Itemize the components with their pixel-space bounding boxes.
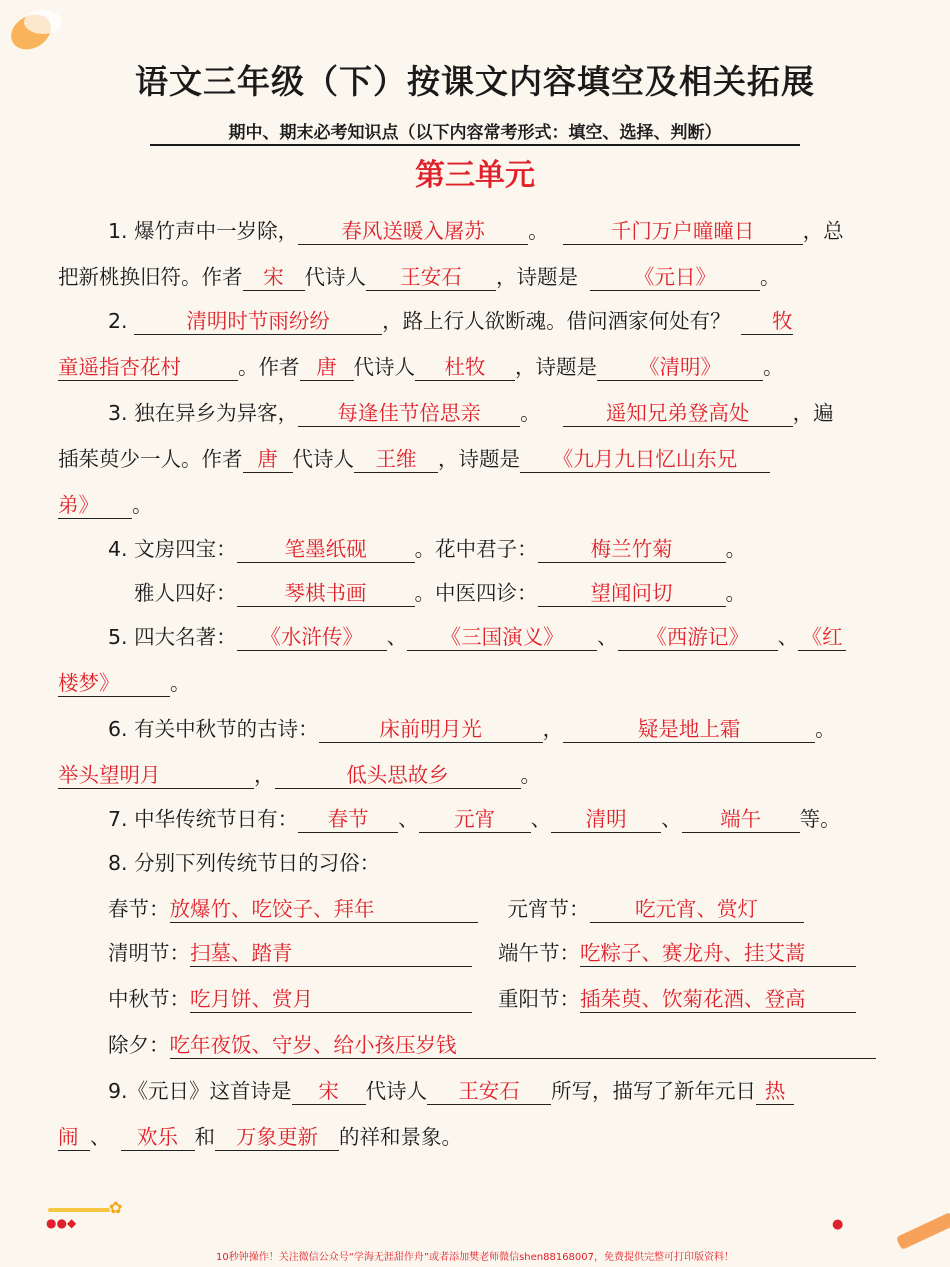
q5-separator: 、 <box>777 625 799 649</box>
q2-answer-4: 杜牧 <box>415 354 515 381</box>
q3-line-3 <box>58 490 898 520</box>
q7-answer-4: 端午 <box>682 806 800 833</box>
q1-answer-2: 千门万户曈曈日 <box>563 218 803 245</box>
q8-label: 元宵节： <box>507 897 590 921</box>
q8-answer-4: 吃粽子、赛龙舟、挂艾蒿 <box>580 940 856 967</box>
q7-answer-2: 元宵 <box>419 806 531 833</box>
q3-text: ，遍 <box>792 401 834 425</box>
q8-answer-1: 放爆竹、吃饺子、拜年 <box>170 896 478 923</box>
q6-line-2 <box>58 760 898 790</box>
q9-text: 所写，描写了新年元日 <box>551 1079 757 1103</box>
q1-line-1 <box>108 216 898 246</box>
q2-answer-1: 清明时节雨纷纷 <box>134 308 382 335</box>
q5-answer-4a: 《红 <box>798 624 846 651</box>
q8-text: 8. 分别下列传统节日的习俗： <box>108 851 381 875</box>
q8-answer-5: 吃月饼、赏月 <box>190 986 472 1013</box>
q2-text: ，诗题是 <box>515 355 597 379</box>
q9-answer-3b: 闹 <box>58 1124 90 1151</box>
page-title: 语文三年级（下）按课文内容填空及相关拓展 <box>135 62 815 101</box>
q9-text: 9.《元日》这首诗是 <box>108 1079 292 1103</box>
q5-text: 。 <box>170 671 191 695</box>
q9-text: 和 <box>194 1125 215 1149</box>
q1-answer-5: 《元日》 <box>590 264 760 291</box>
q2-answer-2b: 童遥指杏花村 <box>58 354 238 381</box>
q1-text: ，总 <box>802 219 844 243</box>
q3-answer-5a: 《九月九日忆山东兄 <box>520 446 770 473</box>
q8-label: 清明节： <box>108 941 190 965</box>
fruit-icon: ●●◆ <box>46 1216 77 1230</box>
q2-text: 2. <box>108 309 135 333</box>
q7-answer-1: 春节 <box>298 806 398 833</box>
q9-answer-5: 万象更新 <box>215 1124 339 1151</box>
q8-label: 春节： <box>108 897 170 921</box>
footer-note: 10秒钟操作！关注微信公众号“学海无涯甜作舟”或者添加樊老师微信shen88168007，免费提供完整可打印版资料！ <box>215 1252 735 1263</box>
q6-text: ， <box>254 763 275 787</box>
q1-text: 1. 爆竹声中一岁除， <box>108 219 299 243</box>
q6-text: 6. 有关中秋节的古诗： <box>108 717 319 741</box>
q5-answer-4b: 楼梦》 <box>58 670 170 697</box>
q4-text: 4. 文房四宝： <box>108 537 237 561</box>
q1-line-2 <box>58 262 898 292</box>
q3-answer-1: 每逢佳节倍思亲 <box>298 400 520 427</box>
q5-text: 5. 四大名著： <box>108 625 237 649</box>
q1-answer-4: 王安石 <box>366 264 496 291</box>
q5-line-1 <box>108 622 898 652</box>
q1-text: 。 <box>528 219 549 243</box>
q4-line-1 <box>108 534 898 564</box>
q2-text: 代诗人 <box>353 355 415 379</box>
q8-row-4 <box>108 1030 898 1060</box>
q4-text: 。中医四诊： <box>414 581 538 605</box>
white-blob-decoration <box>24 10 62 34</box>
q6-answer-4: 低头思故乡 <box>275 762 521 789</box>
q3-text: 代诗人 <box>292 447 354 471</box>
q2-text: 。作者 <box>238 355 300 379</box>
q5-answer-1: 《水浒传》 <box>237 624 387 651</box>
q3-text: 插茱萸少一人。作者 <box>58 447 243 471</box>
q9-answer-1: 宋 <box>292 1078 366 1105</box>
q5-answer-3: 《西游记》 <box>618 624 778 651</box>
q8-label: 除夕： <box>108 1033 170 1057</box>
q8-row-3 <box>108 984 898 1014</box>
q8-row-2 <box>108 938 898 968</box>
q1-text: 把新桃换旧符。作者 <box>58 265 243 289</box>
page-subtitle: 期中、期末必考知识点（以下内容常考形式：填空、选择、判断） <box>150 118 800 146</box>
q2-answer-3: 唐 <box>300 354 354 381</box>
q8-label: 中秋节： <box>108 987 190 1011</box>
q4-answer-4: 望闻问切 <box>538 580 726 607</box>
q2-text: ，路上行人欲断魂。借问酒家何处有？ <box>382 309 731 333</box>
q1-text: 。 <box>760 265 781 289</box>
q1-answer-3: 宋 <box>243 264 305 291</box>
q7-separator: 、 <box>661 807 682 831</box>
q6-text: 。 <box>815 717 836 741</box>
q6-answer-1: 床前明月光 <box>319 716 543 743</box>
q3-text: ，诗题是 <box>438 447 520 471</box>
q9-text: 的祥和景象。 <box>339 1125 462 1149</box>
q3-answer-5b: 弟》 <box>58 492 132 519</box>
q4-line-2 <box>134 578 898 608</box>
q8-heading <box>108 848 898 878</box>
q7-separator: 、 <box>530 807 552 831</box>
q3-text: 。 <box>520 401 541 425</box>
q8-label: 重阳节： <box>498 987 580 1011</box>
q3-text: 。 <box>132 493 153 517</box>
apple-icon: ● <box>832 1217 844 1232</box>
q8-label: 端午节： <box>498 941 580 965</box>
q5-separator: 、 <box>597 625 618 649</box>
q3-line-2 <box>58 444 898 474</box>
q3-answer-3: 唐 <box>243 446 293 473</box>
q7-separator: 、 <box>398 807 419 831</box>
q1-answer-1: 春风送暖入屠苏 <box>298 218 528 245</box>
q2-line-2 <box>58 352 898 382</box>
q8-answer-3: 扫墓、踏青 <box>190 940 472 967</box>
q6-text: 。 <box>520 763 541 787</box>
q1-text: ，诗题是 <box>496 265 578 289</box>
q8-answer-2: 吃元宵、赏灯 <box>590 896 804 923</box>
q7-answer-3: 清明 <box>551 806 661 833</box>
q5-separator: 、 <box>386 625 408 649</box>
q3-text: 3. 独在异乡为异客， <box>108 401 299 425</box>
q4-text: 。 <box>725 537 747 561</box>
q9-answer-3a: 热 <box>756 1078 794 1105</box>
q4-answer-1: 笔墨纸砚 <box>237 536 415 563</box>
q3-line-1 <box>108 398 898 428</box>
q7-line <box>108 804 898 834</box>
q6-text: ， <box>542 717 564 741</box>
q6-answer-2: 疑是地上霜 <box>563 716 815 743</box>
q9-answer-2: 王安石 <box>427 1078 551 1105</box>
q2-line-1 <box>108 306 898 336</box>
q6-line-1 <box>108 714 898 744</box>
orange-stripe-decoration <box>896 1212 950 1250</box>
q8-row-1 <box>108 894 898 924</box>
q4-text: 雅人四好： <box>134 581 237 605</box>
q5-answer-2: 《三国演义》 <box>407 624 597 651</box>
q5-line-2 <box>58 668 898 698</box>
q7-text: 等。 <box>799 807 841 831</box>
q2-answer-5: 《清明》 <box>597 354 763 381</box>
q4-text: 。 <box>725 581 746 605</box>
q7-text: 7. 中华传统节日有： <box>108 807 299 831</box>
q8-answer-7: 吃年夜饭、守岁、给小孩压岁钱 <box>170 1032 876 1059</box>
q9-line-1 <box>108 1076 898 1106</box>
unit-heading: 第三单元 <box>415 158 535 193</box>
q4-answer-3: 琴棋书画 <box>237 580 415 607</box>
q3-answer-4: 王维 <box>354 446 438 473</box>
q8-answer-6: 插茱萸、饮菊花酒、登高 <box>580 986 856 1013</box>
q9-text: 代诗人 <box>365 1079 428 1103</box>
q9-separator: 、 <box>90 1125 111 1149</box>
q4-text: 。花中君子： <box>414 537 538 561</box>
q2-text: 。 <box>763 355 784 379</box>
q1-text: 代诗人 <box>304 265 366 289</box>
q6-answer-3: 举头望明月 <box>58 762 254 789</box>
q3-answer-2: 遥知兄弟登高处 <box>563 400 793 427</box>
q2-answer-2a: 牧 <box>741 308 793 335</box>
q4-answer-2: 梅兰竹菊 <box>538 536 726 563</box>
yellow-bar-decoration <box>48 1208 110 1212</box>
flower-icon: ✿ <box>109 1198 123 1217</box>
q9-line-2 <box>58 1122 898 1152</box>
q9-answer-4: 欢乐 <box>121 1124 195 1151</box>
